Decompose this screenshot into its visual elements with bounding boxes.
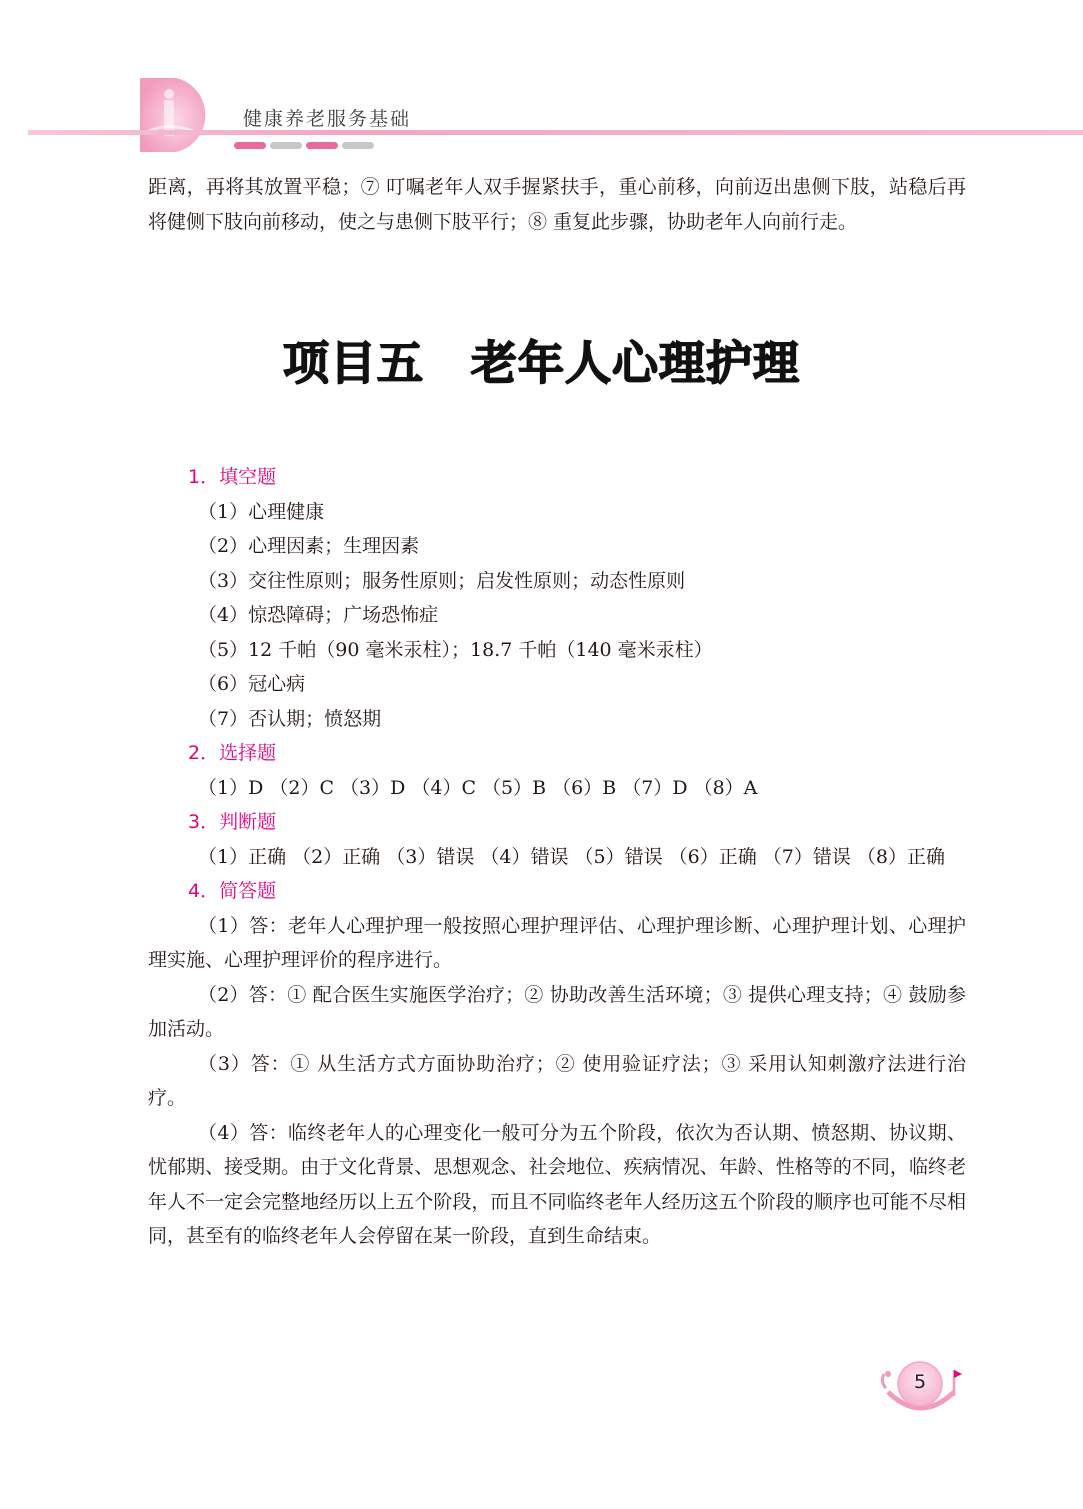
page-number-badge bbox=[878, 1352, 964, 1420]
page-number: 5 bbox=[913, 1371, 927, 1393]
header-logo bbox=[136, 74, 222, 154]
header-dash-decoration bbox=[234, 142, 374, 149]
section-heading-true-false: 3．判断题 bbox=[188, 811, 277, 833]
short-answer: （1）答：老年人心理护理一般按照心理护理评估、心理护理诊断、心理护理计划、心理护理实施、心理护理评价的程序进行。 bbox=[148, 914, 966, 971]
header-divider bbox=[28, 130, 1083, 135]
short-answer: （3）答：① 从生活方式方面协助治疗；② 使用验证疗法；③ 采用认知刺激疗法进行治疗。 bbox=[148, 1052, 966, 1109]
section-heading-short-answer: 4．简答题 bbox=[188, 880, 277, 902]
answer-content bbox=[148, 460, 966, 1254]
header-book-title: 健康养老服务基础 bbox=[243, 108, 412, 130]
multiple-choice-answers: （1）D （2）C （3）D （4）C （5）B （6）B （7）D （8）A bbox=[198, 776, 758, 799]
fill-blank-answer: （5）12 千帕（90 毫米汞柱）；18.7 千帕（140 毫米汞柱） bbox=[198, 638, 713, 661]
short-answer: （4）答：临终老年人的心理变化一般可分为五个阶段，依次为否认期、愤怒期、协议期、忧郁期、接受期。由于文化背景、思想观念、社会地位、疾病情况、年龄、性格等的不同，临终老年人不一定会完整地经历以上五个阶段，而且不同临终老年人经历这五个阶段的顺序也可能不尽相同，甚至有的临终老年人会停留在某一阶段，直到生命结束。 bbox=[148, 1121, 966, 1247]
fill-blank-answer: （3）交往性原则；服务性原则；启发性原则；动态性原则 bbox=[198, 569, 686, 592]
continued-paragraph: 距离，再将其放置平稳；⑦ 叮嘱老年人双手握紧扶手，重心前移，向前迈出患侧下肢，站稳后再将健侧下肢向前移动，使之与患侧下肢平行；⑧ 重复此步骤，协助老年人向前行走。 bbox=[148, 176, 966, 233]
section-heading-multiple-choice: 2．选择题 bbox=[188, 742, 277, 764]
fill-blank-answer: （1）心理健康 bbox=[198, 500, 325, 523]
fill-blank-answer: （6）冠心病 bbox=[198, 673, 306, 695]
chapter-title: 项目五 老年人心理护理 bbox=[283, 336, 800, 390]
fill-blank-answer: （7）否认期；愤怒期 bbox=[198, 707, 382, 730]
fill-blank-answer: （4）惊恐障碍；广场恐怖症 bbox=[198, 604, 439, 626]
section-heading-fill-blank: 1．填空题 bbox=[188, 466, 277, 488]
short-answer: （2）答：① 配合医生实施医学治疗；② 协助改善生活环境；③ 提供心理支持；④ 鼓励参加活动。 bbox=[148, 983, 966, 1040]
true-false-answers: （1）正确 （2）正确 （3）错误 （4）错误 （5）错误 （6）正确 （7）错误 （8）正确 bbox=[198, 845, 945, 868]
fill-blank-answer: （2）心理因素；生理因素 bbox=[198, 535, 420, 557]
